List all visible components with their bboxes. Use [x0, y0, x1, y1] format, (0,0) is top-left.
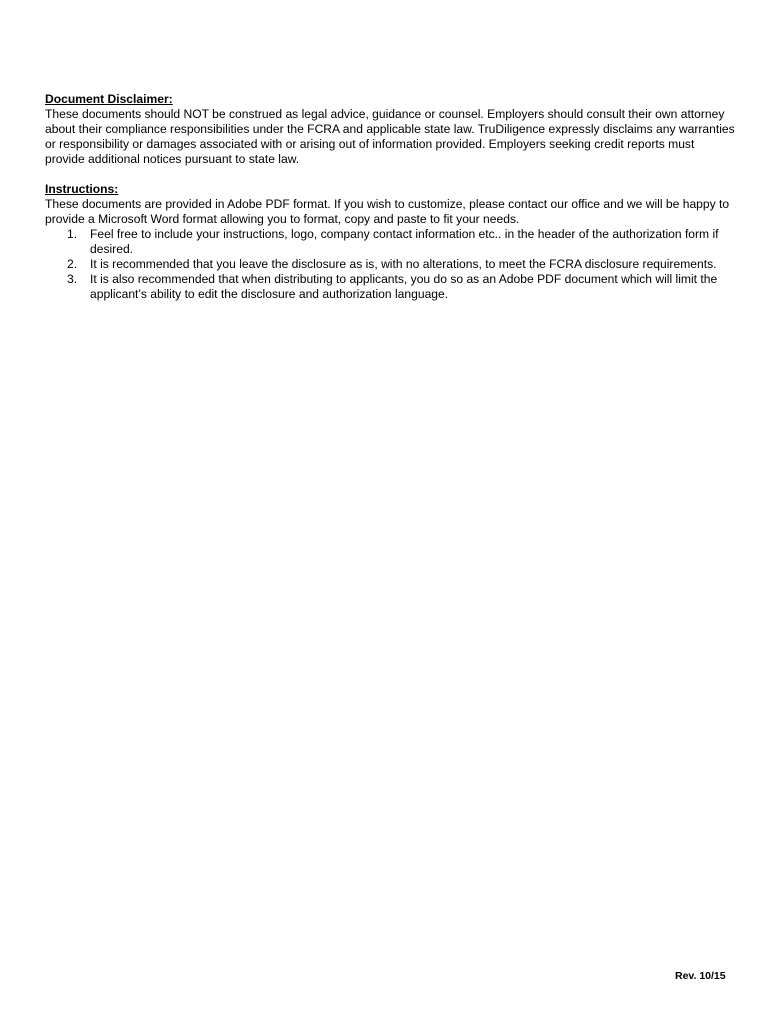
list-item	[45, 272, 735, 302]
section-spacer	[45, 167, 735, 182]
disclaimer-heading: Document Disclaimer:	[45, 92, 173, 106]
document-page	[45, 92, 735, 302]
revision-label: Rev. 10/15	[675, 970, 726, 982]
list-item-number: 2.	[67, 257, 78, 271]
instructions-heading: Instructions:	[45, 182, 119, 196]
list-item-number: 3.	[67, 272, 78, 286]
instructions-intro: These documents are provided in Adobe PDF format. If you wish to customize, please contact our office and we will be happy to provide a Microsoft Word format allowing you to format, copy and paste to fit your needs.	[45, 197, 730, 226]
list-item-text: It is also recommended that when distributing to applicants, you do so as an Adobe PDF document which will limit the applicant’s ability to edit the disclosure and authorization language.	[90, 272, 718, 301]
list-item	[45, 257, 735, 272]
list-item-number: 1.	[67, 227, 78, 241]
instructions-list	[45, 227, 735, 302]
list-item-text: It is recommended that you leave the disclosure as is, with no alterations, to meet the FCRA disclosure requirements.	[90, 257, 717, 271]
instructions-section	[45, 182, 735, 302]
list-item-text: Feel free to include your instructions, logo, company contact information etc.. in the header of the authorization form if desired.	[90, 227, 719, 256]
list-item	[45, 227, 735, 257]
disclaimer-section	[45, 92, 735, 167]
disclaimer-text: These documents should NOT be construed as legal advice, guidance or counsel. Employers should consult their own attorney about their compliance responsibilities under the FCRA and applicable state law. TruDiligence expressly disclaims any warranties or responsibility or damages associated with or arising out of information provided. Employers seeking credit reports must provide additional notices pursuant to state law.	[45, 107, 735, 166]
